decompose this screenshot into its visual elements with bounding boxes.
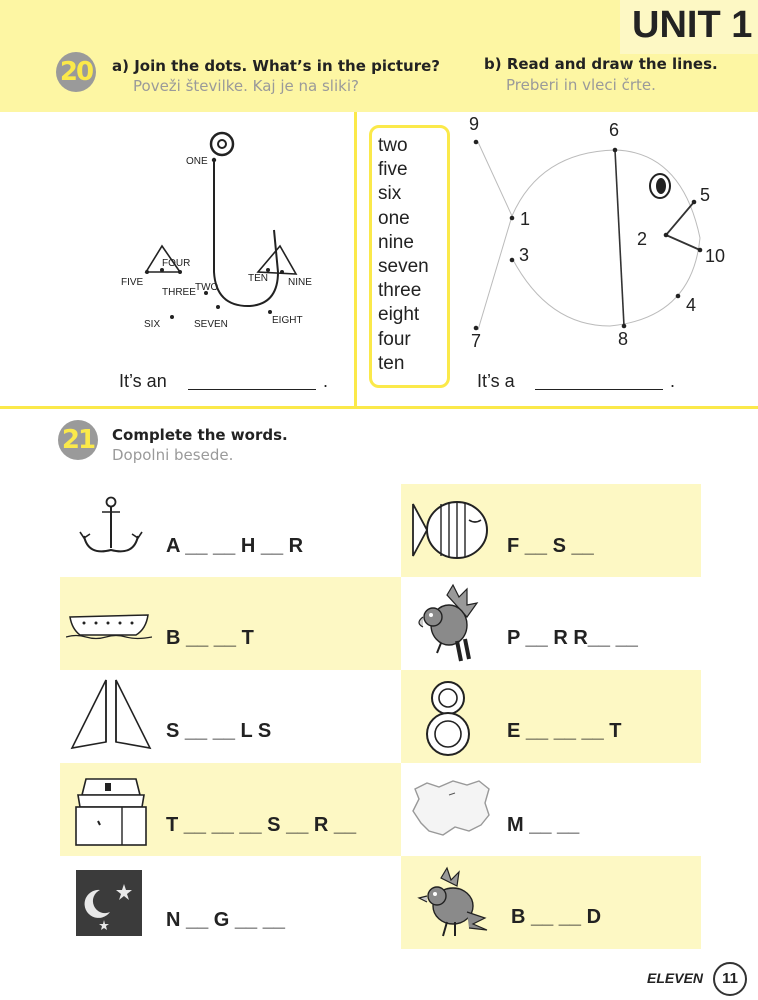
exercise-21-title: Complete the words. bbox=[112, 426, 288, 444]
dot-label-six: SIX bbox=[144, 319, 161, 330]
word-list-box bbox=[369, 125, 450, 388]
word-item: eight bbox=[378, 304, 420, 326]
word-pattern[interactable]: M __ __ bbox=[507, 814, 580, 836]
dot-label-nine: NINE bbox=[288, 277, 312, 288]
fish-dot-drawing bbox=[460, 130, 720, 345]
word-card-bird bbox=[401, 856, 701, 949]
part-b-answer-prefix: It’s a bbox=[477, 371, 515, 391]
part-a-answer-suffix: . bbox=[323, 371, 329, 391]
boat-icon bbox=[66, 607, 152, 643]
word-pattern[interactable]: N __ G __ __ bbox=[166, 909, 285, 931]
word-item: five bbox=[378, 159, 408, 181]
dot-label-seven: SEVEN bbox=[194, 319, 228, 330]
dot-label-ten: TEN bbox=[248, 273, 268, 284]
part-a-instruction: a) Join the dots. What’s in the picture? bbox=[112, 57, 440, 75]
bird-icon bbox=[411, 864, 491, 944]
exercise-21-subtitle: Dopolni besede. bbox=[112, 446, 234, 464]
dot-number-6: 6 bbox=[609, 120, 620, 140]
word-card-night-sky bbox=[60, 856, 401, 949]
dot-label-three: THREE bbox=[162, 287, 196, 298]
night-sky-icon bbox=[76, 870, 142, 936]
word-pattern[interactable]: S __ __ L S bbox=[166, 720, 272, 742]
part-a-answer-prefix: It’s an bbox=[119, 371, 167, 391]
dot-label-eight: EIGHT bbox=[272, 315, 303, 326]
word-card-treasure-chest bbox=[60, 763, 401, 856]
unit-title: UNIT 1 bbox=[632, 4, 753, 46]
word-pattern[interactable]: B __ __ T bbox=[166, 627, 254, 649]
word-card-eight bbox=[401, 670, 701, 763]
word-card-sails bbox=[60, 670, 401, 763]
map-icon bbox=[409, 775, 493, 841]
part-b-subtitle: Preberi in vleci črte. bbox=[506, 76, 656, 94]
dot-number-9: 9 bbox=[469, 114, 480, 134]
word-card-map bbox=[401, 763, 701, 856]
word-item: one bbox=[378, 207, 410, 229]
parrot-icon bbox=[407, 583, 487, 665]
page-word: ELEVEN bbox=[647, 970, 704, 986]
part-b-instruction: b) Read and draw the lines. bbox=[484, 55, 718, 73]
word-pattern[interactable]: B __ __ D bbox=[511, 906, 602, 928]
dot-label-two: TWO bbox=[195, 282, 219, 293]
treasure-chest-icon bbox=[72, 773, 150, 849]
section-divider-vertical bbox=[354, 112, 357, 408]
word-pattern[interactable]: T __ __ __ S __ R __ bbox=[166, 814, 357, 836]
word-pattern[interactable]: F __ S __ bbox=[507, 535, 594, 557]
page-number: 11 bbox=[713, 962, 747, 996]
sails-icon bbox=[68, 678, 154, 754]
exercise-21-badge: 21 bbox=[58, 420, 98, 460]
eight-icon bbox=[423, 678, 473, 758]
part-b-answer-blank[interactable] bbox=[535, 389, 663, 390]
dot-label-one: ONE bbox=[186, 156, 208, 167]
section-divider-horizontal bbox=[0, 406, 758, 409]
word-card-anchor bbox=[60, 484, 401, 577]
word-card-parrot bbox=[401, 577, 701, 670]
dot-label-four: FOUR bbox=[162, 258, 191, 269]
word-item: six bbox=[378, 183, 402, 205]
word-pattern[interactable]: P __ R R__ __ bbox=[507, 627, 638, 649]
word-item: three bbox=[378, 280, 422, 302]
word-item: nine bbox=[378, 231, 414, 253]
dot-label-five: FIVE bbox=[121, 277, 144, 288]
part-a-answer-blank[interactable] bbox=[188, 389, 316, 390]
word-item: four bbox=[378, 328, 411, 350]
dot-number-8: 8 bbox=[618, 329, 629, 349]
word-pattern[interactable]: E __ __ __ T bbox=[507, 720, 622, 742]
word-pattern[interactable]: A __ __ H __ R bbox=[166, 535, 304, 557]
word-card-fish bbox=[401, 484, 701, 577]
part-a-subtitle: Poveži številke. Kaj je na sliki? bbox=[133, 77, 359, 95]
fish-icon bbox=[411, 496, 491, 564]
anchor-icon bbox=[76, 494, 146, 556]
dot-number-4: 4 bbox=[686, 295, 697, 315]
word-item: seven bbox=[378, 256, 429, 278]
dot-number-5: 5 bbox=[700, 185, 711, 205]
dot-number-1: 1 bbox=[520, 209, 531, 229]
word-card-boat bbox=[60, 577, 401, 670]
word-item: two bbox=[378, 135, 408, 156]
exercise-20-badge: 20 bbox=[56, 52, 96, 92]
part-b-answer-suffix: . bbox=[670, 371, 676, 391]
dot-number-3: 3 bbox=[519, 245, 530, 265]
anchor-dot-drawing bbox=[110, 122, 350, 342]
word-item: ten bbox=[378, 352, 405, 374]
dot-number-2: 2 bbox=[637, 229, 648, 249]
dot-number-7: 7 bbox=[471, 331, 482, 351]
dot-number-10: 10 bbox=[705, 246, 726, 266]
